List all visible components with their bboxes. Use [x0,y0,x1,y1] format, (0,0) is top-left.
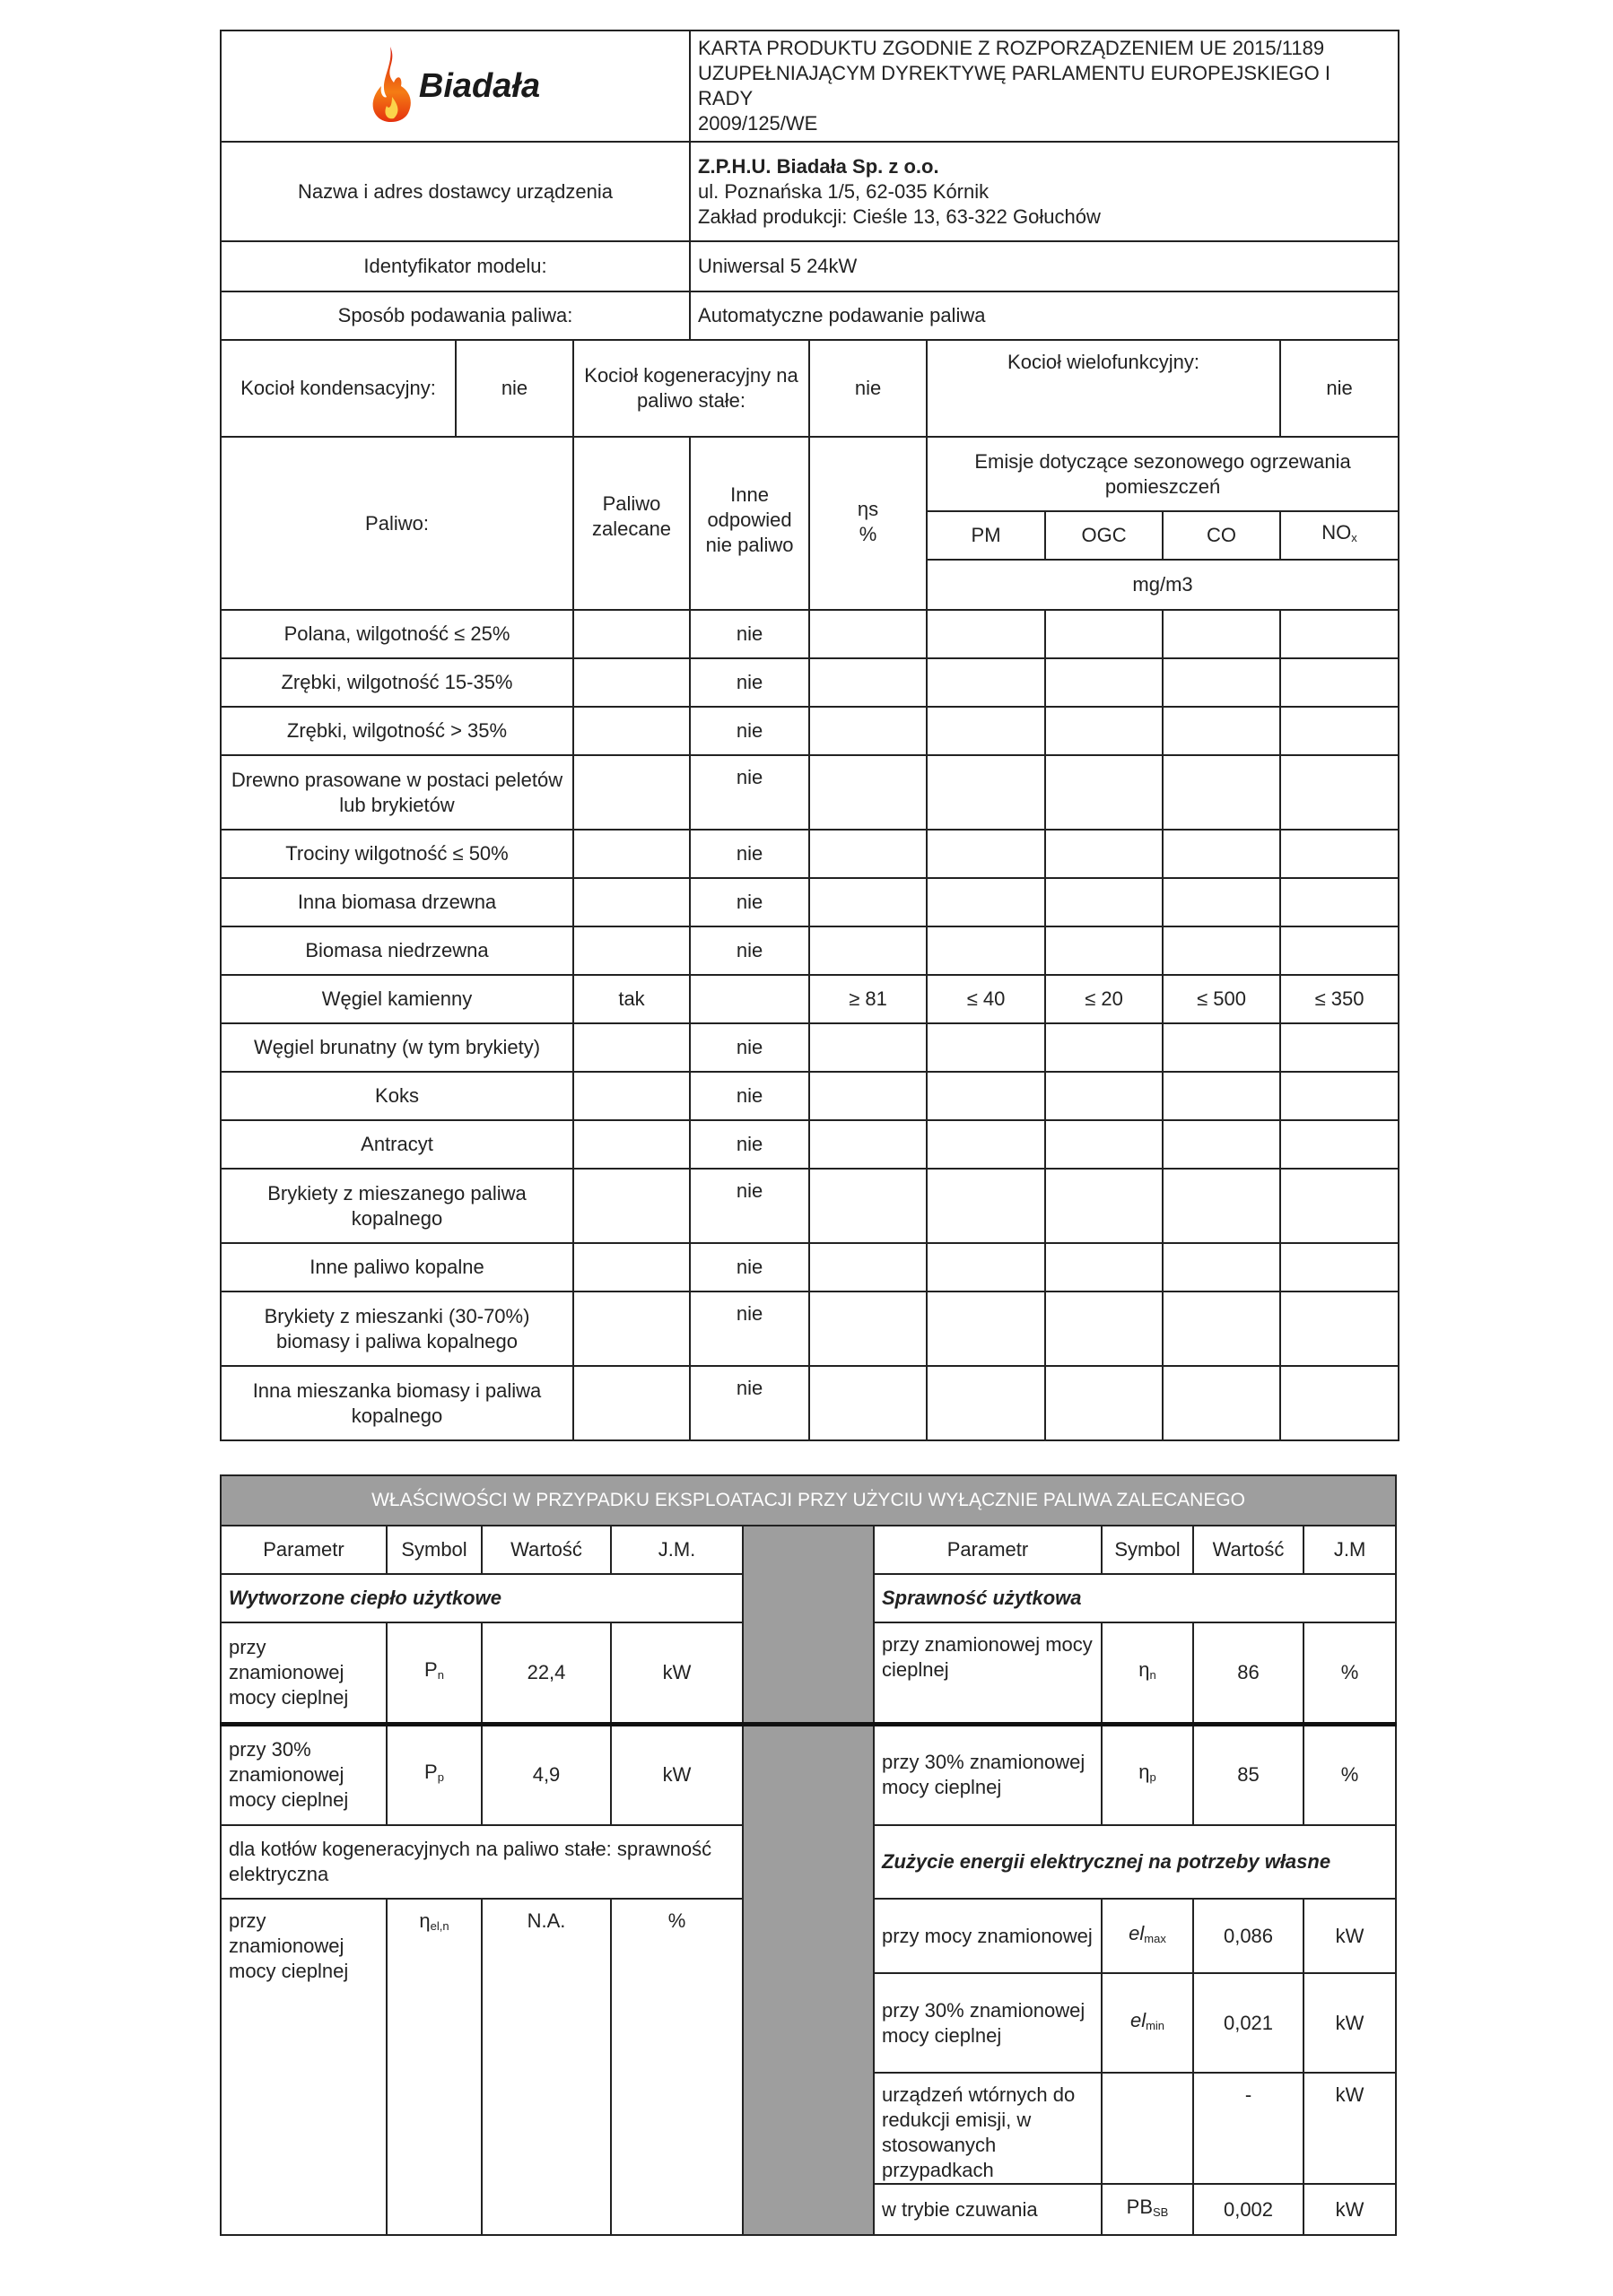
fuel-name: Węgiel brunatny (w tym brykiety) [221,1023,573,1072]
fuel-name: Brykiety z mieszanego paliwa kopalnego [221,1169,573,1243]
ogc [1045,1243,1163,1292]
co [1163,1366,1280,1440]
unit: kW [1303,1899,1396,1973]
co [1163,1120,1280,1169]
recommended [573,1292,690,1366]
recommended [573,1023,690,1072]
title-line: 2009/125/WE [698,112,818,135]
fuel-name: Koks [221,1072,573,1120]
pm: ≤ 40 [927,975,1045,1023]
fuel-row [221,1366,1399,1440]
gray-divider [743,1526,874,1724]
supplier-name: Z.P.H.U. Biadała Sp. z o.o. [698,154,939,178]
symbol: $P_p$ [387,1724,482,1825]
co-header: CO [1163,511,1280,560]
ogc [1045,1023,1163,1072]
co: ≤ 500 [1163,975,1280,1023]
pm [927,1072,1045,1120]
param: w trybie czuwania [874,2184,1102,2235]
eta-header [809,437,927,610]
nox-text: NO [1321,521,1352,544]
fuel-name: Inne paliwo kopalne [221,1243,573,1292]
ogc [1045,1292,1163,1366]
col-header: Parametr [221,1526,387,1574]
recommended [573,1243,690,1292]
nox [1280,830,1399,878]
pm [927,1169,1045,1243]
efficiency [809,1366,927,1440]
other-fuel: nie [690,1023,809,1072]
pm [927,926,1045,975]
product-card-table [220,30,1399,1441]
symbol [1102,2073,1193,2184]
other-fuel: nie [690,1243,809,1292]
fuel-name: Węgiel kamienny [221,975,573,1023]
fuel-row [221,658,1399,707]
ogc [1045,830,1163,878]
nox [1280,878,1399,926]
ogc [1045,926,1163,975]
ogc [1045,878,1163,926]
other-fuel: nie [690,1366,809,1440]
feed-value: Automatyczne podawanie paliwa [690,291,1399,340]
nox [1280,1366,1399,1440]
pm [927,658,1045,707]
fuel-row [221,1120,1399,1169]
gray-divider [743,1724,874,2235]
ogc [1045,755,1163,830]
fuel-row [221,1023,1399,1072]
nox-sub: x [1351,531,1357,544]
efficiency [809,830,927,878]
model-value: Uniwersal 5 24kW [690,241,1399,291]
other-fuel: nie [690,707,809,755]
param: urządzeń wtórnych do redukcji emisji, w stosowanych przypadkach [874,2073,1102,2184]
symbol: $\eta_n$ [1102,1622,1193,1724]
ogc [1045,610,1163,658]
other-fuel: nie [690,830,809,878]
co [1163,1243,1280,1292]
fuel-name: Inna biomasa drzewna [221,878,573,926]
pm [927,610,1045,658]
logo-text: Biadała [418,67,541,105]
other-fuel: nie [690,926,809,975]
value: - [1193,2073,1303,2184]
symbol: $PB_{SB}$ [1102,2184,1193,2235]
pm [927,1023,1045,1072]
fuel-header: Paliwo: [221,437,573,610]
logo-cell [221,30,690,142]
unit: kW [611,1622,743,1724]
nox [1280,1243,1399,1292]
model-label: Identyfikator modelu: [221,241,690,291]
properties-table [220,1474,1397,2236]
efficiency [809,658,927,707]
fuel-name: Antracyt [221,1120,573,1169]
fuel-row [221,610,1399,658]
fuel-row [221,1169,1399,1243]
value: 85 [1193,1724,1303,1825]
card-title [690,30,1399,142]
recommended [573,1120,690,1169]
recommended [573,1169,690,1243]
nox [1280,1072,1399,1120]
efficiency [809,755,927,830]
efficiency [809,1169,927,1243]
col-header: Wartość [1193,1526,1303,1574]
pm [927,830,1045,878]
nox [1280,707,1399,755]
fuel-name: Drewno prasowane w postaci peletów lub brykietów [221,755,573,830]
symbol: $P_n$ [387,1622,482,1724]
fuel-row [221,707,1399,755]
efficiency [809,926,927,975]
unit: % [1303,1622,1396,1724]
fuel-name: Brykiety z mieszanki (30-70%) biomasy i paliwa kopalnego [221,1292,573,1366]
fuel-name: Zrębki, wilgotność 15-35% [221,658,573,707]
pm [927,1120,1045,1169]
other-fuel: nie [690,1120,809,1169]
value: 0,002 [1193,2184,1303,2235]
col-header: Parametr [874,1526,1102,1574]
other-fuel [690,975,809,1023]
other-fuel: nie [690,1292,809,1366]
param: przy znamionowej mocy cieplnej [874,1622,1102,1724]
efficiency [809,878,927,926]
supplier-address: ul. Poznańska 1/5, 62-035 Kórnik [698,179,990,203]
efficiency [809,610,927,658]
symbol: $el_{min}$ [1102,1973,1193,2073]
recommended [573,1072,690,1120]
multifunction-value: nie [1280,340,1399,437]
fuel-row [221,1072,1399,1120]
nox [1280,926,1399,975]
value: 0,086 [1193,1899,1303,1973]
other-fuel: nie [690,1072,809,1120]
other-header: Inne odpowied nie paliwo [690,437,809,610]
unit: kW [611,1724,743,1825]
symbol: $el_{max}$ [1102,1899,1193,1973]
nox [1280,1023,1399,1072]
fuel-row [221,878,1399,926]
efficiency [809,1072,927,1120]
ogc [1045,658,1163,707]
co [1163,830,1280,878]
col-header: J.M [1303,1526,1396,1574]
recommended [573,707,690,755]
pm-header: PM [927,511,1045,560]
unit: kW [1303,2073,1396,2184]
recommended [573,926,690,975]
co [1163,878,1280,926]
efficiency [809,1292,927,1366]
ogc [1045,1072,1163,1120]
supplier-label: Nazwa i adres dostawcy urządzenia [221,142,690,241]
param: przy 30% znamionowej mocy cieplnej [221,1724,387,1825]
efficiency: ≥ 81 [809,975,927,1023]
unit: kW [1303,2184,1396,2235]
value: 86 [1193,1622,1303,1724]
col-header: Wartość [482,1526,611,1574]
nox [1280,1169,1399,1243]
electricity-section: Zużycie energii elektrycznej na potrzeby własne [874,1825,1396,1899]
co [1163,658,1280,707]
fuel-name: Biomasa niedrzewna [221,926,573,975]
title-line: KARTA PRODUKTU ZGODNIE Z ROZPORZĄDZENIEM UE 2015/1189 [698,37,1325,59]
fuel-row [221,830,1399,878]
ogc [1045,1366,1163,1440]
supplier-info [690,142,1399,241]
pm [927,707,1045,755]
supplier-plant: Zakład produkcji: Cieśle 13, 63-322 Gołuchów [698,204,1101,228]
nox: ≤ 350 [1280,975,1399,1023]
co [1163,1023,1280,1072]
nox [1280,1120,1399,1169]
value: 0,021 [1193,1973,1303,2073]
feed-label: Sposób podawania paliwa: [221,291,690,340]
nox-header [1280,511,1399,560]
fuel-name: Inna mieszanka biomasy i paliwa kopalnego [221,1366,573,1440]
other-fuel: nie [690,878,809,926]
recommended [573,755,690,830]
value: 4,9 [482,1724,611,1825]
nox [1280,610,1399,658]
biadala-logo [229,47,682,126]
ogc-header: OGC [1045,511,1163,560]
recommended [573,878,690,926]
eta-symbol: ηs [857,498,879,520]
recommended [573,1366,690,1440]
efficiency-section: Sprawność użytkowa [874,1574,1396,1622]
properties-title: WŁAŚCIWOŚCI W PRZYPADKU EKSPLOATACJI PRZY UŻYCIU WYŁĄCZNIE PALIWA ZALECANEGO [221,1475,1396,1526]
cogen-section: dla kotłów kogeneracyjnych na paliwo stałe: sprawność elektryczna [221,1825,743,1899]
symbol: $\eta_p$ [1102,1724,1193,1825]
ogc: ≤ 20 [1045,975,1163,1023]
ogc [1045,707,1163,755]
other-fuel: nie [690,610,809,658]
fuel-name: Trociny wilgotność ≤ 50% [221,830,573,878]
unit: % [1303,1724,1396,1825]
fuel-row [221,1243,1399,1292]
value: 22,4 [482,1622,611,1724]
eta-unit: % [859,523,877,545]
param: przy 30% znamionowej mocy cieplnej [874,1724,1102,1825]
col-header: Symbol [1102,1526,1193,1574]
fuel-name: Zrębki, wilgotność > 35% [221,707,573,755]
other-fuel: nie [690,1169,809,1243]
other-fuel: nie [690,658,809,707]
condensing-label: Kocioł kondensacyjny: [221,340,456,437]
recommended [573,658,690,707]
col-header: J.M. [611,1526,743,1574]
co [1163,926,1280,975]
multifunction-label: Kocioł wielofunkcyjny: [927,340,1280,437]
efficiency [809,1120,927,1169]
nox [1280,658,1399,707]
unit: kW [1303,1973,1396,2073]
fuel-row [221,1292,1399,1366]
efficiency [809,1023,927,1072]
pm [927,878,1045,926]
nox [1280,755,1399,830]
param: przy znamionowej mocy cieplnej [221,1899,387,2235]
unit: % [611,1899,743,2235]
fuel-row [221,975,1399,1023]
co [1163,755,1280,830]
cogen-value: nie [809,340,927,437]
co [1163,1292,1280,1366]
efficiency [809,707,927,755]
ogc [1045,1120,1163,1169]
co [1163,1072,1280,1120]
recommended: tak [573,975,690,1023]
pm [927,1292,1045,1366]
fuel-row [221,755,1399,830]
param: przy 30% znamionowej mocy cieplnej [874,1973,1102,2073]
other-fuel: nie [690,755,809,830]
pm [927,1366,1045,1440]
flame-icon [371,47,415,126]
pm [927,755,1045,830]
param: przy mocy znamionowej [874,1899,1102,1973]
nox [1280,1292,1399,1366]
co [1163,1169,1280,1243]
col-header: Symbol [387,1526,482,1574]
pm [927,1243,1045,1292]
heat-output-section: Wytworzone ciepło użytkowe [221,1574,743,1622]
fuel-row [221,926,1399,975]
co [1163,610,1280,658]
recommended-header: Paliwo zalecane [573,437,690,610]
condensing-value: nie [456,340,573,437]
cogen-label: Kocioł kogeneracyjny na paliwo stałe: [573,340,809,437]
param: przy znamionowej mocy cieplnej [221,1622,387,1724]
fuel-name: Polana, wilgotność ≤ 25% [221,610,573,658]
symbol: $\eta_{el,n}$ [387,1899,482,2235]
recommended [573,830,690,878]
title-line: UZUPEŁNIAJĄCYM DYREKTYWĘ PARLAMENTU EUROPEJSKIEGO I RADY [698,62,1330,109]
efficiency [809,1243,927,1292]
co [1163,707,1280,755]
unit-header: mg/m3 [927,560,1399,610]
emissions-header: Emisje dotyczące sezonowego ogrzewania pomieszczeń [927,437,1399,511]
value: N.A. [482,1899,611,2235]
recommended [573,610,690,658]
ogc [1045,1169,1163,1243]
